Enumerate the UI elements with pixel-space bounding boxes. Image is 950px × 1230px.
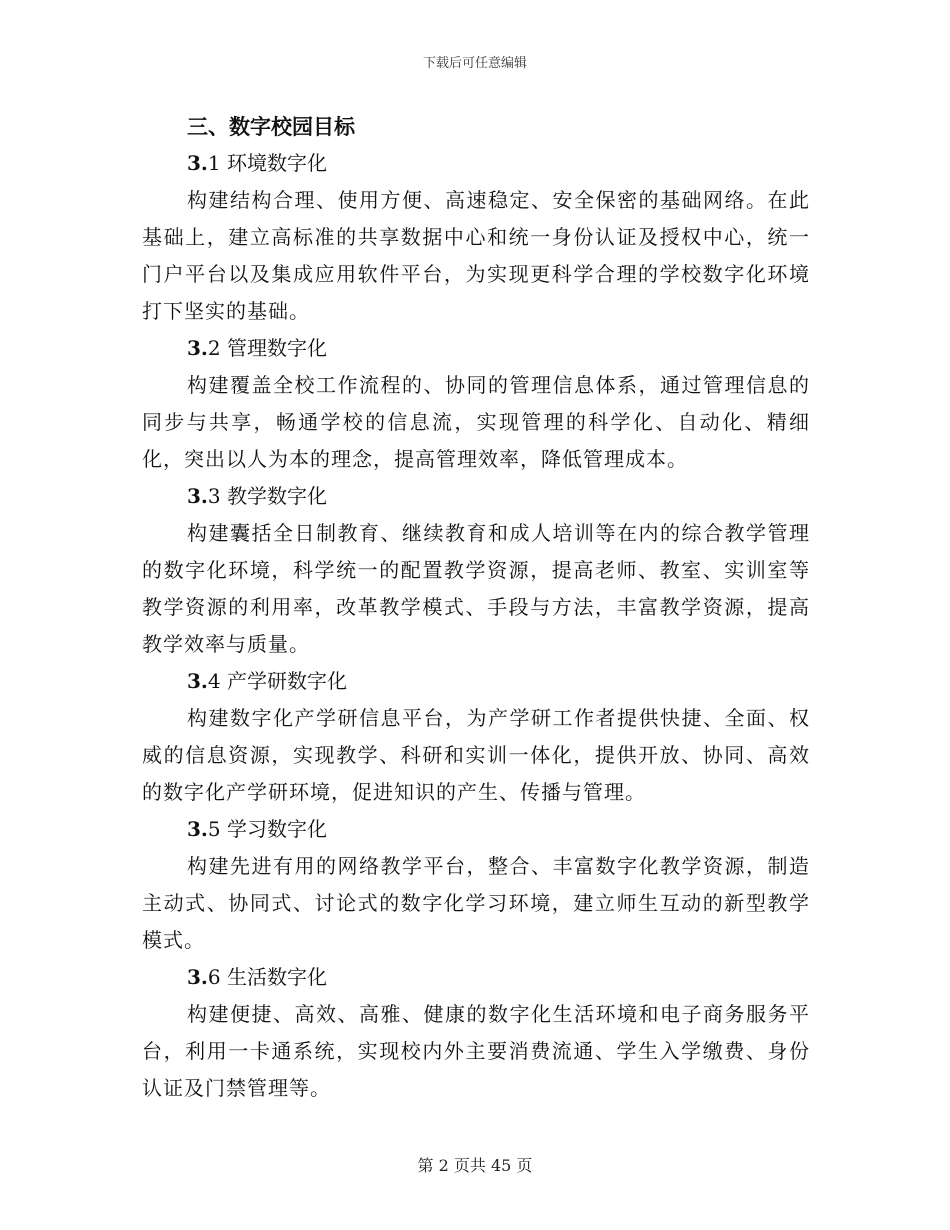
- header-note: 下载后可任意编辑: [422, 56, 527, 71]
- paragraph-3-2: 构建覆盖全校工作流程的、协同的管理信息体系，通过管理信息的同步与共享，畅通学校的信息流，实现管理的科学化、自动化、精细化，突出以人为本的理念，提高管理效率，降低管理成本。: [142, 373, 810, 471]
- subsection-title-3-5: [142, 811, 810, 848]
- subsection-label: 2 管理数字化: [207, 336, 327, 360]
- paragraph-3-6: 构建便捷、高效、高雅、健康的数字化生活环境和电子商务服务平台，利用一卡通系统，实现校内外主要消费流通、学生入学缴费、身份认证及门禁管理等。: [142, 1002, 810, 1100]
- subsection-number: 3.: [187, 151, 208, 175]
- subsection-label: 5 学习数字化: [207, 817, 327, 841]
- subsection-label: 1 环境数字化: [207, 151, 327, 175]
- subsection-title-3-1: [142, 145, 810, 182]
- document-body: [142, 108, 810, 1107]
- subsection-number: 3.: [187, 817, 208, 841]
- paragraph-3-3: 构建囊括全日制教育、继续教育和成人培训等在内的综合教学管理的数字化环境，科学统一的配置教学资源，提高老师、教室、实训室等教学资源的利用率，改革教学模式、手段与方法，丰富教学资源，提高教学效率与质量。: [142, 521, 810, 656]
- paragraph-3-4: 构建数字化产学研信息平台，为产学研工作者提供快捷、全面、权威的信息资源，实现教学、科研和实训一体化，提供开放、协同、高效的数字化产学研环境，促进知识的产生、传播与管理。: [142, 706, 810, 804]
- subsection-number: 3.: [187, 336, 208, 360]
- subsection-number: 3.: [187, 484, 208, 508]
- subsection-title-3-3: [142, 478, 810, 515]
- subsection-label: 4 产学研数字化: [207, 669, 347, 693]
- section-heading: 三、数字校园目标: [187, 114, 355, 139]
- paragraph-3-5: 构建先进有用的网络教学平台，整合、丰富数字化教学资源，制造主动式、协同式、讨论式的数字化学习环境，建立师生互动的新型教学模式。: [142, 854, 810, 952]
- subsection-number: 3.: [187, 965, 208, 989]
- subsection-title-3-2: [142, 330, 810, 367]
- subsection-title-3-4: [142, 663, 810, 700]
- paragraph-3-1: 构建结构合理、使用方便、高速稳定、安全保密的基础网络。在此基础上，建立高标准的共享数据中心和统一身份认证及授权中心，统一门户平台以及集成应用软件平台，为实现更科学合理的学校数字化环境打下坚实的基础。: [142, 188, 810, 323]
- subsection-label: 6 生活数字化: [207, 965, 327, 989]
- subsection-label: 3 教学数字化: [207, 484, 327, 508]
- subsection-number: 3.: [187, 669, 208, 693]
- page-number-footer: 第 2 页共 45 页: [417, 1156, 533, 1175]
- subsection-title-3-6: [142, 959, 810, 996]
